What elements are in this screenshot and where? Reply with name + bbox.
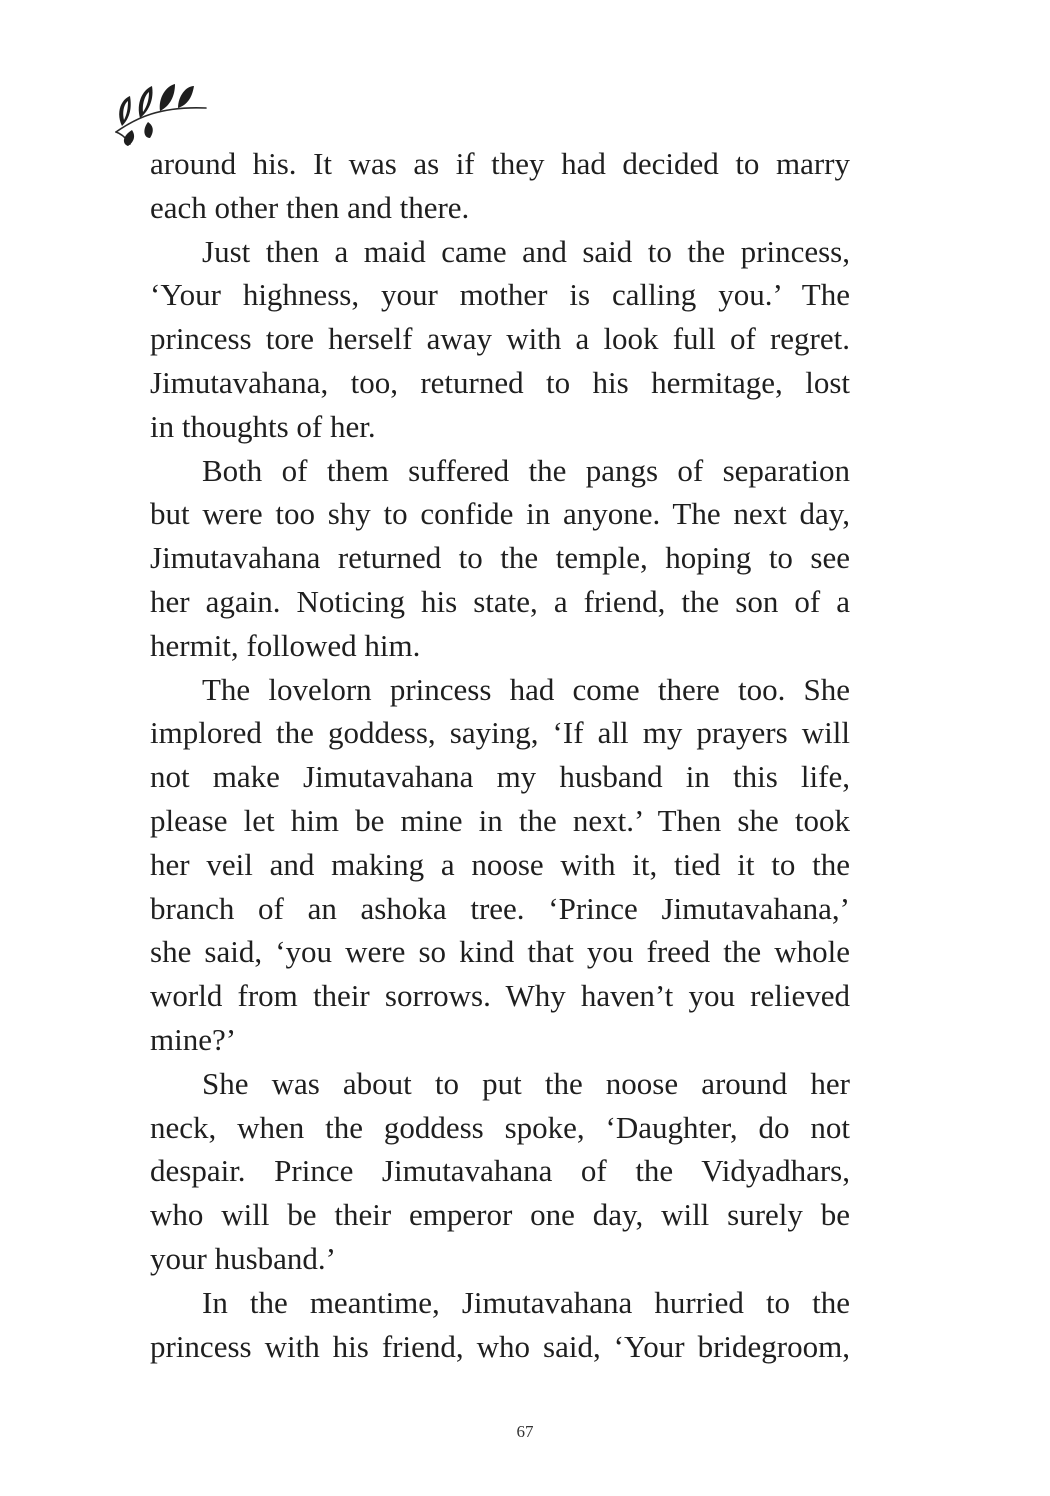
text-line: Jimutavahana, too, returned to his hermitage, lost [150,364,850,400]
text-line: implored the goddess, saying, ‘If all my prayers will [150,715,850,751]
text-line: In the meantime, Jimutavahana hurried to the [202,1284,850,1320]
text-line: each other then and there. [150,189,470,225]
text-line: who will be their emperor one day, will surely be [150,1197,850,1233]
text-line: her veil and making a noose with it, tied it to the [150,846,850,882]
text-line: Both of them suffered the pangs of separation [202,452,850,488]
text-line: Just then a maid came and said to the princess, [202,233,850,269]
page-number: 67 [516,1422,534,1441]
paragraph [150,668,850,1062]
paragraph [150,449,850,668]
text-line: Jimutavahana returned to the temple, hoping to see [150,540,850,576]
text-line: mine?’ [150,1021,237,1057]
paragraph [150,1062,850,1281]
text-line: princess with his friend, who said, ‘Your bridegroom, [150,1328,850,1364]
paragraph [150,142,850,230]
leaf-branch-icon [112,74,208,146]
text-line: her again. Noticing his state, a friend, the son of a [150,583,850,619]
body-text [150,142,850,1368]
text-line: princess tore herself away with a look full of regret. [150,321,850,357]
paragraph [150,1281,850,1369]
text-line: not make Jimutavahana my husband in this life, [150,759,850,795]
text-line: She was about to put the noose around her [202,1065,850,1101]
text-line: world from their sorrows. Why haven’t you relieved [150,978,850,1014]
text-line: she said, ‘you were so kind that you freed the whole [150,934,850,970]
text-line: your husband.’ [150,1240,336,1276]
text-line: branch of an ashoka tree. ‘Prince Jimutavahana,’ [150,890,850,926]
text-line: around his. It was as if they had decided to marry [150,146,850,181]
text-line: despair. Prince Jimutavahana of the Vidyadhars, [150,1153,850,1189]
text-line: hermit, followed him. [150,627,421,663]
text-line: neck, when the goddess spoke, ‘Daughter, do not [150,1109,850,1145]
paragraph [150,230,850,449]
text-line: The lovelorn princess had come there too. She [202,671,850,707]
text-line: but were too shy to confide in anyone. The next day, [150,496,850,532]
text-line: in thoughts of her. [150,408,376,444]
text-line: please let him be mine in the next.’ Then she took [150,802,850,838]
text-line: ‘Your highness, your mother is calling you.’ The [150,277,850,313]
